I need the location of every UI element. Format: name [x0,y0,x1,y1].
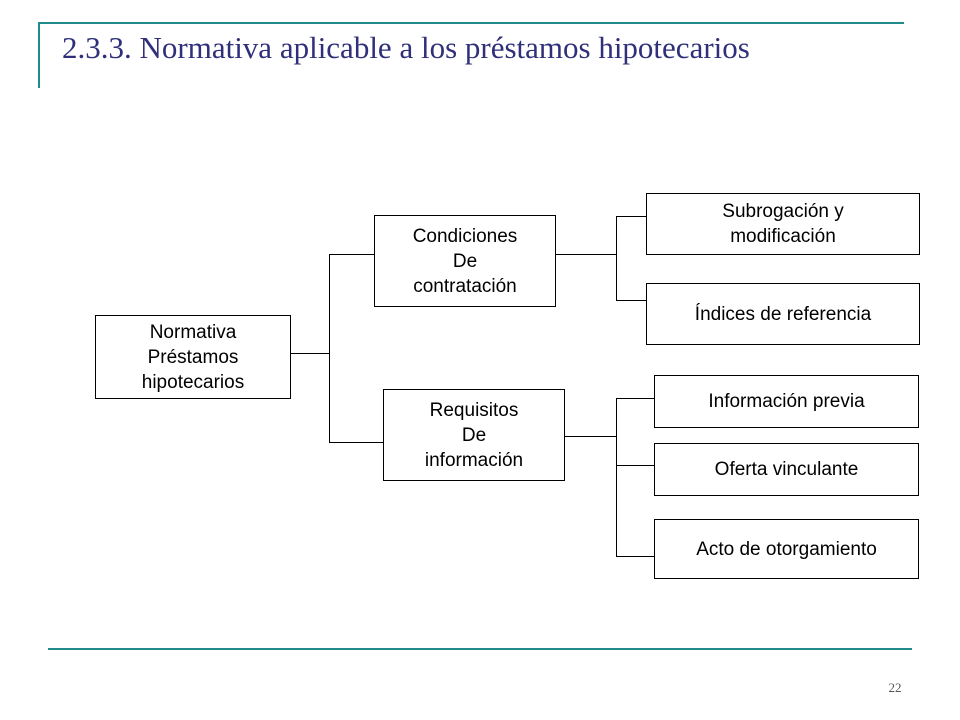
connector-root-horizontal [291,353,330,354]
page-number: 22 [888,680,902,695]
connector-to-oferta-vinculante [616,465,654,466]
connector-requisitos-vertical [616,398,617,557]
connector-condiciones-horizontal [556,254,617,255]
leaf-node-subrogacion: Subrogación y modificación [646,193,920,255]
leaf-node-indices-referencia: Índices de referencia [646,283,920,345]
title-top-accent-line [38,22,904,24]
connector-to-subrogacion [616,216,646,217]
slide-title: 2.3.3. Normativa aplicable a los préstamos hipotecarios [62,30,750,65]
branch-node-requisitos: Requisitos De información [383,389,565,481]
connector-to-condiciones [329,254,374,255]
leaf-node-acto-otorgamiento: Acto de otorgamiento [654,519,919,579]
footer-accent-line [48,648,912,650]
connector-to-indices [616,300,646,301]
connector-to-acto-otorgamiento [616,556,654,557]
leaf-node-oferta-vinculante: Oferta vinculante [654,443,919,496]
connector-root-vertical [329,254,330,443]
branch-node-condiciones: Condiciones De contratación [374,215,556,307]
connector-condiciones-vertical [616,216,617,301]
connector-to-requisitos [329,442,383,443]
connector-to-informacion-previa [616,398,654,399]
connector-requisitos-horizontal [565,436,617,437]
root-node-normativa: Normativa Préstamos hipotecarios [95,315,291,399]
title-left-accent-line [38,22,40,88]
leaf-node-informacion-previa: Información previa [654,375,919,428]
